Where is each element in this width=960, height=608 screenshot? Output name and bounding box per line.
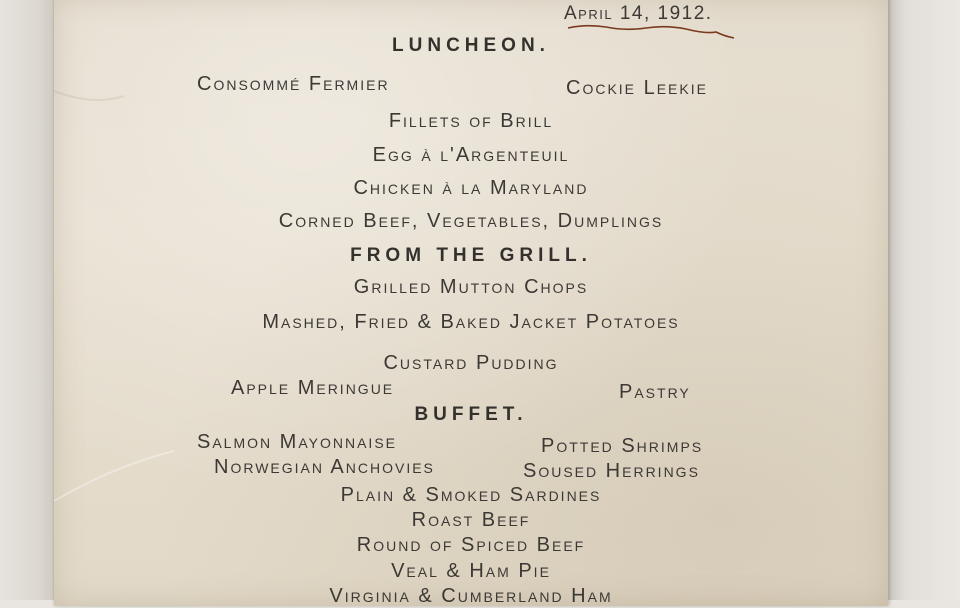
menu-card: [54, 0, 888, 606]
menu-item-buffet-left: Norwegian Anchovies: [214, 456, 435, 478]
menu-item: Roast Beef: [411, 509, 531, 531]
menu-item-dessert-right: Pastry: [619, 381, 691, 403]
menu-item: Mashed, Fried & Baked Jacket Potatoes: [262, 311, 680, 333]
menu-item: Corned Beef, Vegetables, Dumplings: [278, 210, 664, 232]
luncheon-heading: LUNCHEON.: [392, 35, 550, 56]
menu-item-buffet-left: Salmon Mayonnaise: [197, 431, 397, 453]
menu-item: Plain & Smoked Sardines: [340, 484, 602, 506]
menu-item: Fillets of Brill: [388, 110, 554, 132]
menu-item: Chicken à la Maryland: [353, 177, 589, 199]
menu-item: Veal & Ham Pie: [391, 560, 551, 582]
wall-background-right: [888, 0, 960, 600]
wall-background-left: [0, 0, 54, 600]
buffet-heading: BUFFET.: [414, 404, 528, 425]
menu-item-buffet-right: Soused Herrings: [523, 460, 700, 482]
menu-date: April 14, 1912.: [564, 3, 713, 24]
menu-item: Virginia & Cumberland Ham: [329, 585, 613, 607]
menu-item: Egg à l'Argenteuil: [372, 144, 570, 166]
menu-item-soup-right: Cockie Leekie: [566, 77, 708, 99]
menu-item-buffet-right: Potted Shrimps: [541, 435, 704, 457]
menu-item: Grilled Mutton Chops: [353, 276, 589, 298]
menu-item-dessert-center: Custard Pudding: [383, 352, 559, 374]
menu-item-soup-left: Consommé Fermier: [197, 73, 390, 95]
menu-item: Round of Spiced Beef: [356, 534, 586, 556]
grill-heading: FROM THE GRILL.: [350, 245, 592, 266]
menu-item-dessert-left: Apple Meringue: [231, 377, 395, 399]
